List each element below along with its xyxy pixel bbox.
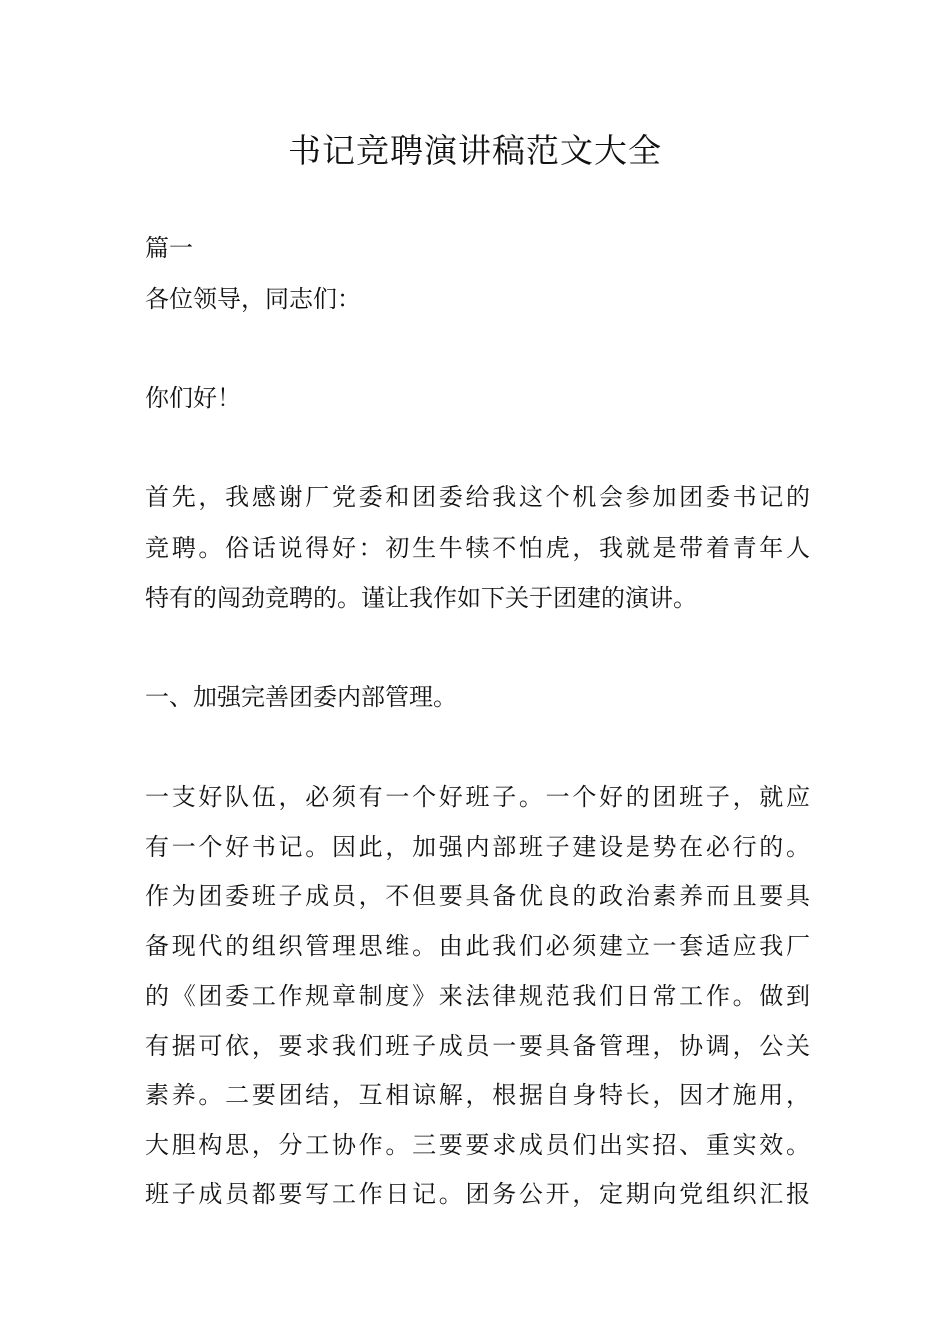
paragraph-body-line-2: 有一个好书记。因此，加强内部班子建设是势在必行的。	[145, 833, 810, 861]
paragraph-body-line-3: 作为团委班子成员，不但要具备优良的政治素养而且要具	[145, 882, 810, 910]
document-title: 书记竞聘演讲稿范文大全	[288, 131, 662, 170]
paragraph-body-line-5: 的《团委工作规章制度》来法律规范我们日常工作。做到	[145, 982, 810, 1010]
paragraph-intro-line-3: 特有的闯劲竞聘的。谨让我作如下关于团建的演讲。	[145, 584, 697, 612]
paragraph-intro-line-1: 首先，我感谢厂党委和团委给我这个机会参加团委书记的	[145, 483, 810, 511]
paragraph-intro-line-2: 竞聘。俗话说得好：初生牛犊不怕虎，我就是带着青年人	[145, 534, 810, 562]
paragraph-body-line-1: 一支好队伍，必须有一个好班子。一个好的团班子，就应	[145, 783, 810, 811]
salutation-line: 各位领导，同志们：	[145, 285, 361, 313]
paragraph-body-line-7: 素养。二要团结，互相谅解，根据自身特长，因才施用，	[145, 1081, 810, 1109]
paragraph-body-line-6: 有据可依，要求我们班子成员一要具备管理，协调，公关	[145, 1032, 810, 1060]
greeting-line: 你们好！	[145, 384, 241, 412]
paragraph-body-line-4: 备现代的组织管理思维。由此我们必须建立一套适应我厂	[145, 932, 810, 960]
section-heading-one: 一、加强完善团委内部管理。	[145, 683, 457, 711]
paragraph-body-line-9: 班子成员都要写工作日记。团务公开，定期向党组织汇报	[145, 1180, 810, 1208]
paragraph-body-line-8: 大胆构思，分工协作。三要要求成员们出实招、重实效。	[145, 1131, 810, 1159]
section-heading-part-one: 篇一	[145, 234, 193, 262]
